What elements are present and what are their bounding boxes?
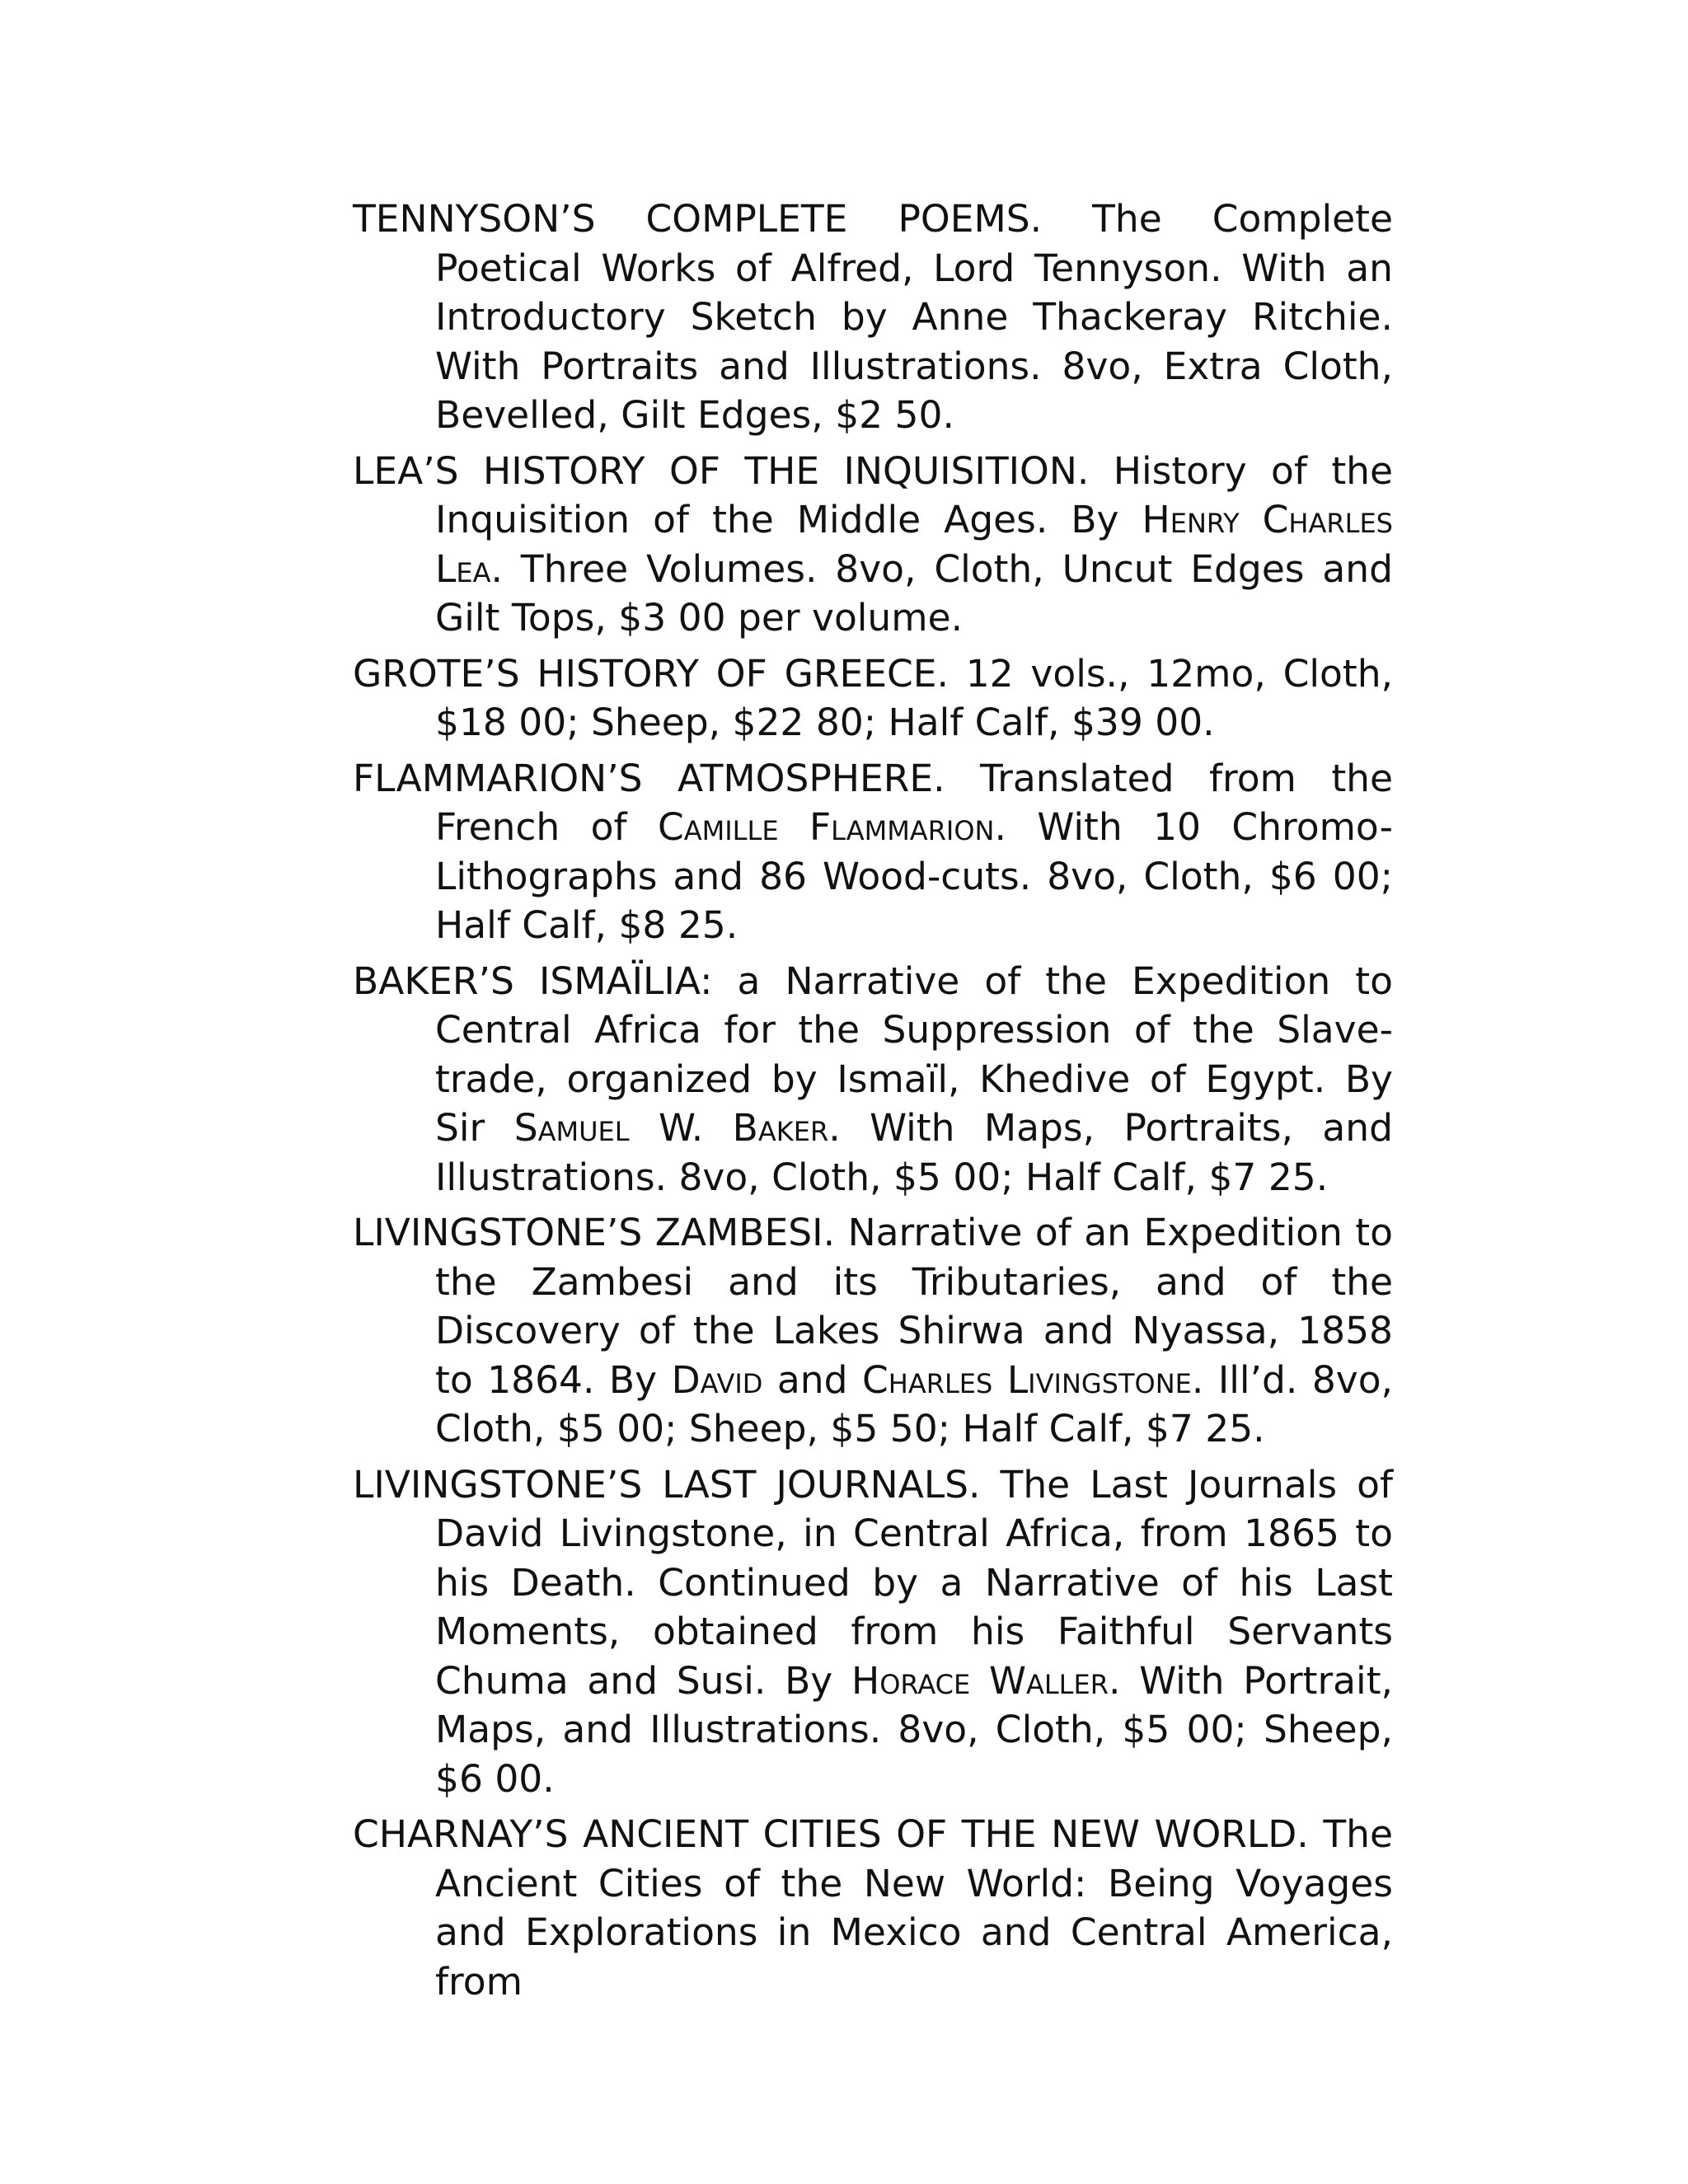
entry-text: LIVINGSTONE’S LAST JOURNALS. The Last Journals of David Livingstone, in Central Africa, from 1865 to his Death. Continued by a Narrative of his Last Moments, obtained from his Faithful Servants Chuma and Susi. By	[353, 1462, 1393, 1703]
entry-text: CHARNAY’S ANCIENT CITIES OF THE NEW WORLD. The Ancient Cities of the New World: Being Voyages and Explorations in Mexico and Central America, from	[353, 1812, 1393, 2004]
author-name: Camille Flammarion	[657, 805, 995, 849]
entry-text: . Ill’d. 8vo, Cloth, $5 00; Sheep, $5 50; Half Calf, $7 25.	[435, 1357, 1394, 1451]
entry-text: FLAMMARION’S ATMOSPHERE. Translated from the French of	[353, 756, 1393, 849]
entry-text: . With Portrait, Maps, and Illustrations. 8vo, Cloth, $5 00; Sheep, $6 00.	[435, 1658, 1393, 1801]
catalog-entry-livingstone-journals	[353, 1460, 1393, 1804]
catalog-entry-livingstone-zambesi	[353, 1208, 1393, 1454]
entry-text: and	[762, 1357, 863, 1402]
catalog-entry-lea	[353, 447, 1393, 643]
catalog-entry-tennyson	[353, 194, 1393, 440]
author-name: Henry Charles Lea	[435, 498, 1393, 591]
entry-text: LIVINGSTONE’S ZAMBESI. Narrative of an Expedition to the Zambesi and its Tributaries, and of the Discovery of the Lakes Shirwa and Nyassa, 1858 to 1864. By	[353, 1211, 1393, 1402]
entry-text: LEA’S HISTORY OF THE INQUISITION. History of the Inquisition of the Middle Ages. By	[353, 448, 1393, 541]
entry-text: . With 10 Chromo-Lithographs and 86 Wood-cuts. 8vo, Cloth, $6 00; Half Calf, $8 25.	[435, 805, 1393, 947]
author-name: Horace Waller	[851, 1658, 1109, 1703]
catalog-entry-charnay	[353, 1810, 1393, 2006]
catalog-entry-baker	[353, 957, 1393, 1202]
catalog-page	[353, 194, 1393, 2013]
author-name: David	[671, 1357, 763, 1402]
author-name: Samuel W. Baker	[513, 1106, 829, 1150]
catalog-entry-grote	[353, 649, 1393, 748]
entry-text: . Three Volumes. 8vo, Cloth, Uncut Edges and Gilt Tops, $3 00 per volume.	[435, 546, 1393, 640]
entry-text: BAKER’S ISMAÏLIA: a Narrative of the Expedition to Central Africa for the Suppression of the Slave-trade, organized by Ismaïl, Khedive of Egypt. By Sir	[353, 958, 1393, 1150]
entry-text: TENNYSON’S COMPLETE POEMS. The Complete Poetical Works of Alfred, Lord Tennyson. With an Introductory Sketch by Anne Thackeray Ritchie. With Portraits and Illustrations. 8vo, Extra Cloth, Bevelled, Gilt Edges, $2 50.	[353, 197, 1393, 437]
author-name: Charles Livingstone	[862, 1357, 1192, 1402]
catalog-entry-flammarion	[353, 754, 1393, 950]
entry-text: GROTE’S HISTORY OF GREECE. 12 vols., 12mo, Cloth, $18 00; Sheep, $22 80; Half Calf, $39 00.	[353, 651, 1393, 744]
entry-text: . With Maps, Portraits, and Illustrations. 8vo, Cloth, $5 00; Half Calf, $7 25.	[435, 1106, 1393, 1199]
